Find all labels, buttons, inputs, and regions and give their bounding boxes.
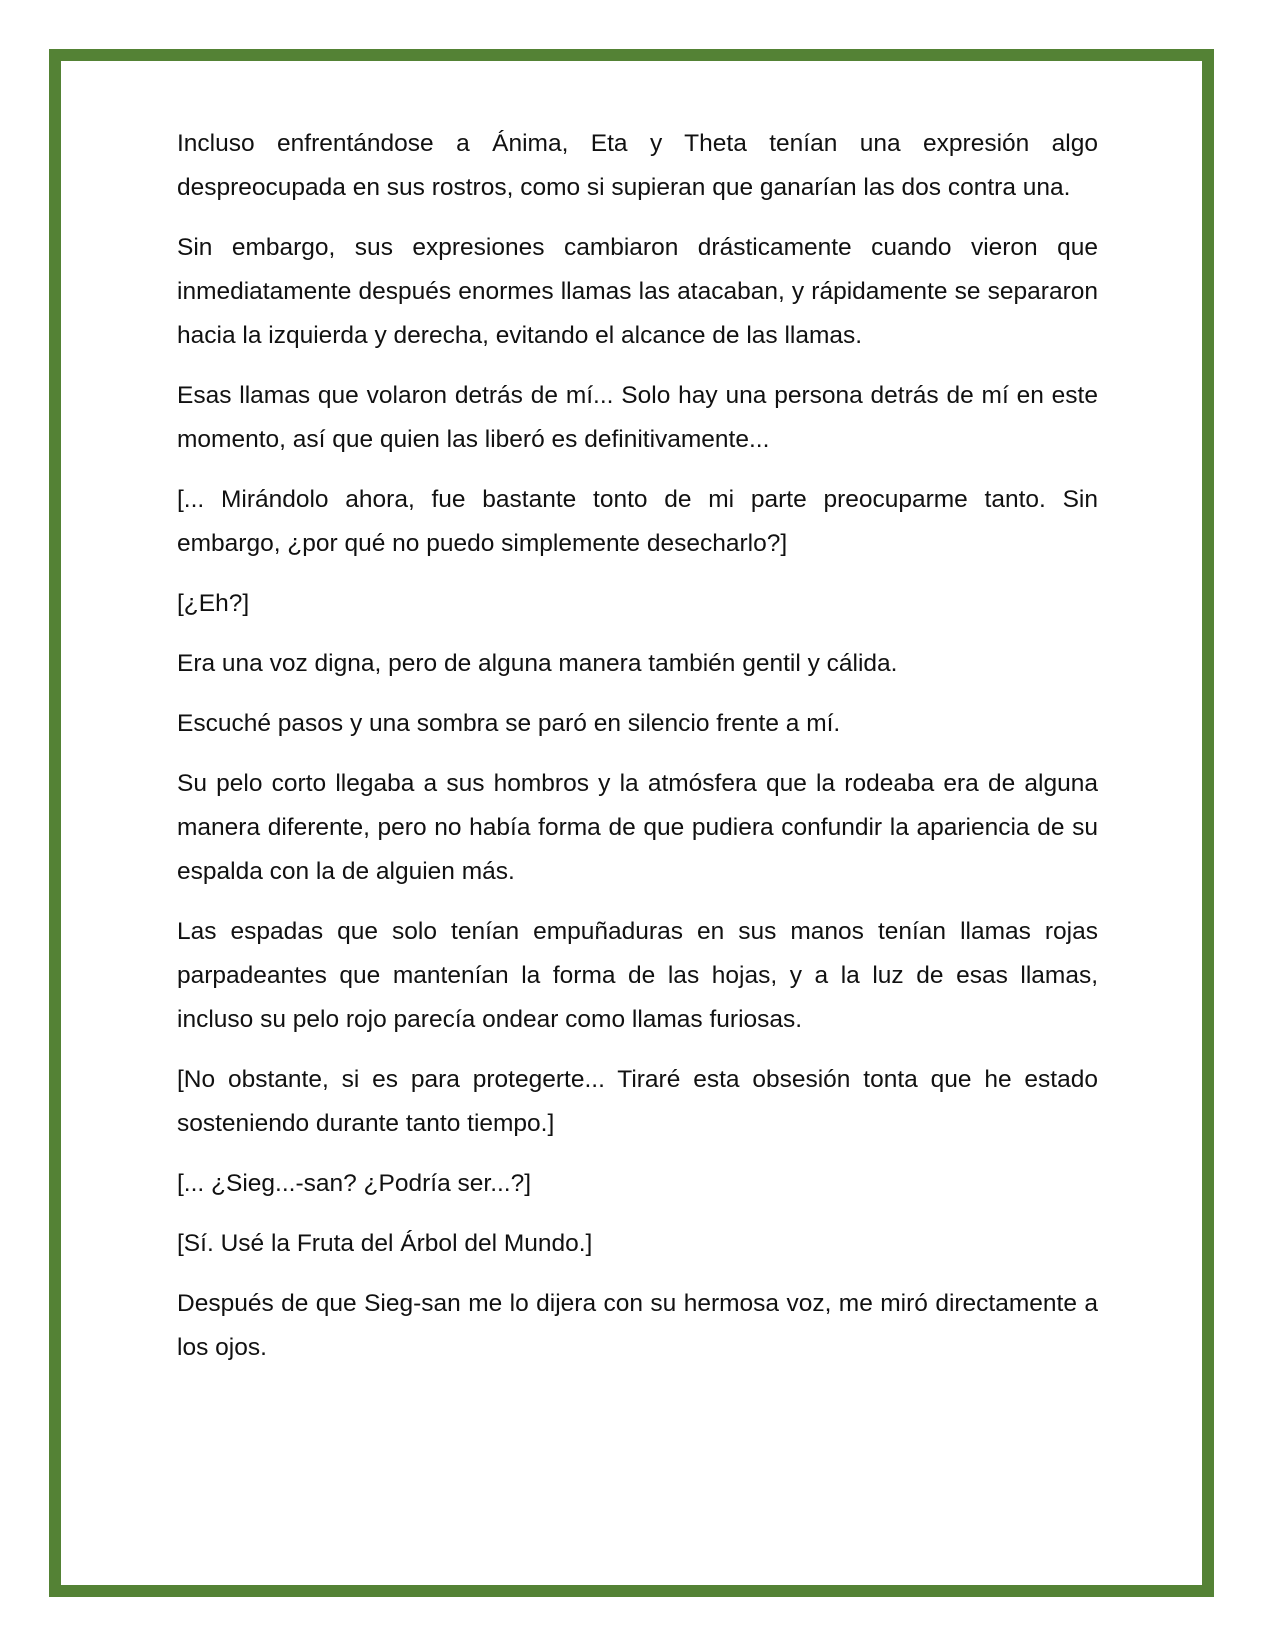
paragraph: Era una voz digna, pero de alguna manera también gentil y cálida.	[177, 650, 898, 677]
paragraph: [... ¿Sieg...-san? ¿Podría ser...?]	[177, 1170, 532, 1197]
paragraph: Sin embargo, sus expresiones cambiaron drásticamente cuando vieron que inmediatamente después enormes llamas las atacaban, y rápidamente se separaron hacia la izquierda y derecha, evitando el alcance de las llamas.	[177, 234, 1098, 349]
paragraph: [... Mirándolo ahora, fue bastante tonto de mi parte preocuparme tanto. Sin embargo, ¿por qué no puedo simplemente desecharlo?]	[177, 486, 1098, 557]
paragraph: Esas llamas que volaron detrás de mí... Solo hay una persona detrás de mí en este momento, así que quien las liberó es definitivamente...	[177, 382, 1098, 453]
paragraph: [Sí. Usé la Fruta del Árbol del Mundo.]	[177, 1230, 593, 1257]
paragraph: Después de que Sieg-san me lo dijera con su hermosa voz, me miró directamente a los ojos.	[177, 1290, 1098, 1361]
document-body	[177, 122, 1098, 1386]
paragraph: Incluso enfrentándose a Ánima, Eta y Theta tenían una expresión algo despreocupada en sus rostros, como si supieran que ganarían las dos contra una.	[177, 130, 1098, 201]
paragraph: [¿Eh?]	[177, 590, 250, 617]
paragraph: Las espadas que solo tenían empuñaduras en sus manos tenían llamas rojas parpadeantes que mantenían la forma de las hojas, y a la luz de esas llamas, incluso su pelo rojo parecía ondear como llamas furiosas.	[177, 918, 1098, 1033]
paragraph: Escuché pasos y una sombra se paró en silencio frente a mí.	[177, 710, 841, 737]
paragraph: Su pelo corto llegaba a sus hombros y la atmósfera que la rodeaba era de alguna manera diferente, pero no había forma de que pudiera confundir la apariencia de su espalda con la de alguien más.	[177, 770, 1098, 885]
paragraph: [No obstante, si es para protegerte... Tiraré esta obsesión tonta que he estado sosteniendo durante tanto tiempo.]	[177, 1066, 1098, 1137]
